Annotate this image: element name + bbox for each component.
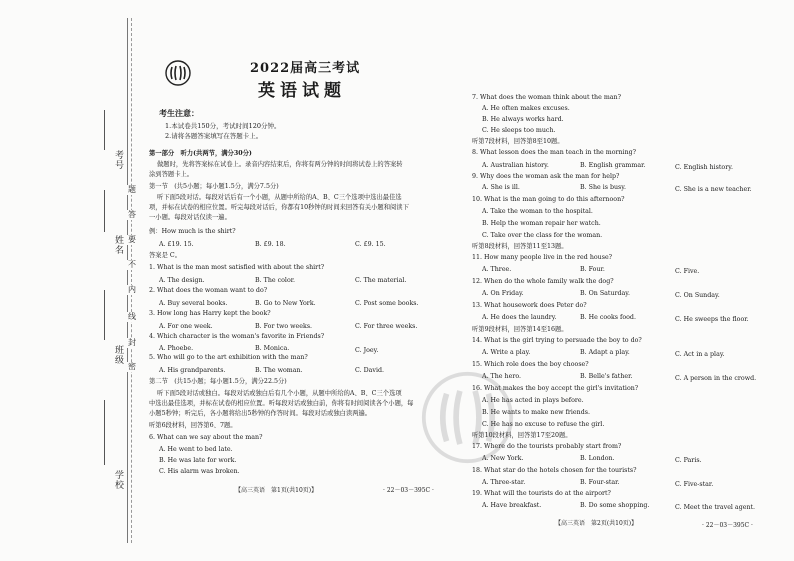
example-option-a: A. £19. 15. [159, 241, 194, 248]
q11-option-a: A. Three. [482, 266, 512, 273]
q2-option-b: B. Go to New York. [255, 300, 316, 307]
q19-option-b: B. Do some shopping. [580, 502, 650, 509]
part1-heading: 第一部分 听力(共两节，满分30分) [149, 150, 252, 157]
q6-option-a: A. He went to bed late. [159, 446, 233, 453]
question-4: 4. Which character is the woman's favorite in Friends? [149, 333, 325, 340]
q19-option-c: C. Meet the travel agent. [675, 504, 756, 511]
q15-option-c: C. A person in the crowd. [675, 375, 757, 382]
name-label: 姓名 [113, 235, 123, 255]
q8-option-b: B. English grammar. [580, 162, 646, 169]
question-7: 7. What does the woman think about the man? [472, 94, 621, 101]
q18-option-c: C. Five-star. [675, 481, 714, 488]
q17-option-b: B. London. [580, 455, 615, 462]
section2-heading: 第二节 (共15小题；每小题1.5分，满分22.5分) [149, 378, 287, 385]
section1-intro: 一小题。每段对话仅读一遍。 [149, 214, 231, 221]
q3-option-c: C. For three weeks. [355, 323, 418, 330]
material-7-label: 听第7段材料，回答第8至10题。 [472, 138, 564, 145]
q1-option-c: C. The material. [355, 277, 407, 284]
q18-option-b: B. Four-star. [580, 479, 620, 486]
margin-dashed-line [131, 18, 132, 543]
question-13: 13. What housework does Peter do? [472, 302, 587, 309]
school-logo-icon [165, 60, 191, 86]
exam-subject-title: 英语试题 [258, 81, 346, 101]
question-5: 5. Who will go to the art exhibition with the man? [149, 354, 308, 361]
q17-option-a: A. New York. [482, 455, 524, 462]
notice-heading: 考生注意： [159, 108, 199, 118]
q13-option-c: C. He sweeps the floor. [675, 316, 749, 323]
question-15: 15. Which role does the boy choose? [472, 361, 589, 368]
q14-option-b: B. Adapt a play. [580, 349, 630, 356]
question-1: 1. What is the man most satisfied with about the shirt? [149, 264, 325, 271]
question-12: 12. When do the whole family walk the dog? [472, 278, 614, 285]
q9-option-b: B. She is busy. [580, 184, 627, 191]
right-column [470, 0, 780, 561]
q12-option-a: A. On Friday. [482, 290, 524, 297]
q12-option-b: B. On Saturday. [580, 290, 631, 297]
section1-heading: 第一节 (共5小题；每小题1.5分，满分7.5分) [149, 183, 279, 190]
exam-no-label: 考号 [113, 150, 123, 170]
q15-option-a: A. The hero. [482, 373, 522, 380]
q6-option-c: C. His alarm was broken. [159, 468, 240, 475]
q10-option-a: A. Take the woman to the hospital. [482, 208, 593, 215]
section2-intro: 小题5秒钟；听完后，各小题将给出5秒钟的作答时间。每段对话或独白读两遍。 [149, 410, 372, 417]
question-18: 18. What star do the hotels chosen for the tourists? [472, 467, 637, 474]
example-option-c: C. £9. 15. [355, 241, 386, 248]
q5-option-a: A. His grandparents. [159, 367, 226, 374]
seal-word: 密 [128, 362, 136, 371]
material-6-label: 听第6段材料，回答第6、7题。 [149, 422, 237, 429]
q6-option-b: B. He was late for work. [159, 457, 237, 464]
margin-solid-line [127, 18, 128, 543]
question-6: 6. What can we say about the man? [149, 434, 263, 441]
q10-option-b: B. Help the woman repair her watch. [482, 220, 601, 227]
q5-option-b: B. The woman. [255, 367, 303, 374]
part1-intro: 涂到答题卡上。 [149, 171, 194, 178]
q10-option-c: C. Take over the class for the woman. [482, 232, 603, 239]
q16-option-b: B. He wants to make new friends. [482, 409, 590, 416]
q18-option-a: A. Three-star. [482, 479, 526, 486]
part1-intro: 做题时，先将答案标在试卷上。录音内容结束后，你将有两分钟的时间将试卷上的答案转 [157, 161, 403, 168]
q9-option-a: A. She is ill. [482, 184, 520, 191]
q12-option-c: C. On Sunday. [675, 292, 720, 299]
right-page-code: · 22－03－395C · [702, 522, 753, 529]
class-label: 班级 [113, 345, 123, 365]
q16-option-a: A. He has acted in plays before. [482, 397, 584, 404]
school-watermark-icon [420, 370, 515, 465]
seal-word: 要 [128, 235, 136, 244]
exam-no-blank [104, 110, 105, 150]
q4-option-b: B. Monica. [255, 345, 290, 352]
q2-option-a: A. Buy several books. [159, 300, 228, 307]
left-page-footer: 【高三英语 第1页(共10页)】 [235, 487, 318, 494]
q15-option-b: B. Belle's father. [580, 373, 633, 380]
question-9: 9. Why does the woman ask the man for help? [472, 173, 620, 180]
question-19: 19. What will the tourists do at the airport? [472, 490, 611, 497]
q11-option-b: B. Four. [580, 266, 605, 273]
example-option-b: B. £9. 18. [255, 241, 286, 248]
example-answer: 答案是 C。 [149, 252, 182, 259]
seal-word: 线 [128, 312, 136, 321]
notice-item: 1.本试卷共150分，考试时间120分钟。 [165, 122, 281, 130]
q3-option-a: A. For one week. [159, 323, 213, 330]
example-question: 例：How much is the shirt? [149, 228, 236, 235]
left-page-code: · 22－03－395C · [383, 487, 434, 494]
seal-word: 答 [128, 210, 136, 219]
question-16: 16. What makes the boy accept the girl's invitation? [472, 385, 639, 392]
notice-item: 2.请将各题答案填写在答题卡上。 [165, 132, 263, 140]
seal-word: 封 [128, 338, 136, 347]
q7-option-c: C. He sleeps too much. [482, 127, 556, 134]
material-10-label: 听第10段材料，回答第17至20题。 [472, 432, 572, 439]
class-blank [104, 290, 105, 340]
q11-option-c: C. Five. [675, 268, 700, 275]
q14-option-a: A. Write a play. [482, 349, 531, 356]
q17-option-c: C. Paris. [675, 457, 702, 464]
section2-intro: 中选出最佳选项，并标在试卷的相应位置。听每段对话或独白前，你将有时间阅读各个小题，每 [149, 400, 414, 407]
q19-option-a: A. Have breakfast. [482, 502, 542, 509]
q4-option-c: C. Joey. [355, 347, 379, 354]
exam-year-title: 2022届高三考试 [250, 61, 361, 76]
binding-margin [0, 0, 136, 561]
q9-option-c: C. She is a new teacher. [675, 186, 752, 193]
question-8: 8. What lesson does the man teach in the morning? [472, 149, 637, 156]
right-page-footer: 【高三英语 第2页(共10页)】 [555, 520, 638, 527]
material-8-label: 听第8段材料，回答第11至13题。 [472, 243, 568, 250]
q8-option-c: C. English history. [675, 164, 733, 171]
q13-option-b: B. He cooks food. [580, 314, 636, 321]
seal-word: 题 [128, 185, 136, 194]
question-3: 3. How long has Harry kept the book? [149, 310, 271, 317]
material-9-label: 听第9段材料，回答第14至16题。 [472, 326, 568, 333]
question-11: 11. How many people live in the red house? [472, 254, 613, 261]
q14-option-c: C. Act in a play. [675, 351, 725, 358]
question-10: 10. What is the man going to do this afternoon? [472, 196, 625, 203]
q7-option-b: B. He always works hard. [482, 116, 564, 123]
q8-option-a: A. Australian history. [482, 162, 549, 169]
name-blank [104, 190, 105, 232]
q1-option-b: B. The color. [255, 277, 296, 284]
seal-word: 不 [128, 260, 136, 269]
school-label: 学校 [113, 470, 123, 490]
section1-intro: 项，并标在试卷的相应位置。听完每段对话后，你都有10秒钟的时间来回答有关小题和阅读下 [149, 204, 409, 211]
q5-option-c: C. David. [355, 367, 385, 374]
left-column [145, 0, 455, 561]
question-17: 17. Where do the tourists probably start from? [472, 443, 622, 450]
q13-option-a: A. He does the laundry. [482, 314, 557, 321]
q4-option-a: A. Phoebe. [159, 345, 194, 352]
q3-option-b: B. For two weeks. [255, 323, 313, 330]
question-14: 14. What is the girl trying to persuade the boy to do? [472, 337, 642, 344]
school-blank [104, 400, 105, 465]
q16-option-c: C. He has no excuse to refuse the girl. [482, 421, 605, 428]
q7-option-a: A. He often makes excuses. [482, 105, 570, 112]
section1-intro: 听下面5段对话。每段对话后有一个小题，从题中所给的A、B、C三个选项中选出最佳选 [157, 194, 402, 201]
q2-option-c: C. Post some books. [355, 300, 419, 307]
seal-word: 内 [128, 285, 136, 294]
q1-option-a: A. The design. [159, 277, 205, 284]
question-2: 2. What does the woman want to do? [149, 287, 268, 294]
section2-intro: 听下面5段对话或独白。每段对话或独白后有几个小题，从题中所给的A、B、C三个选项 [157, 390, 402, 397]
